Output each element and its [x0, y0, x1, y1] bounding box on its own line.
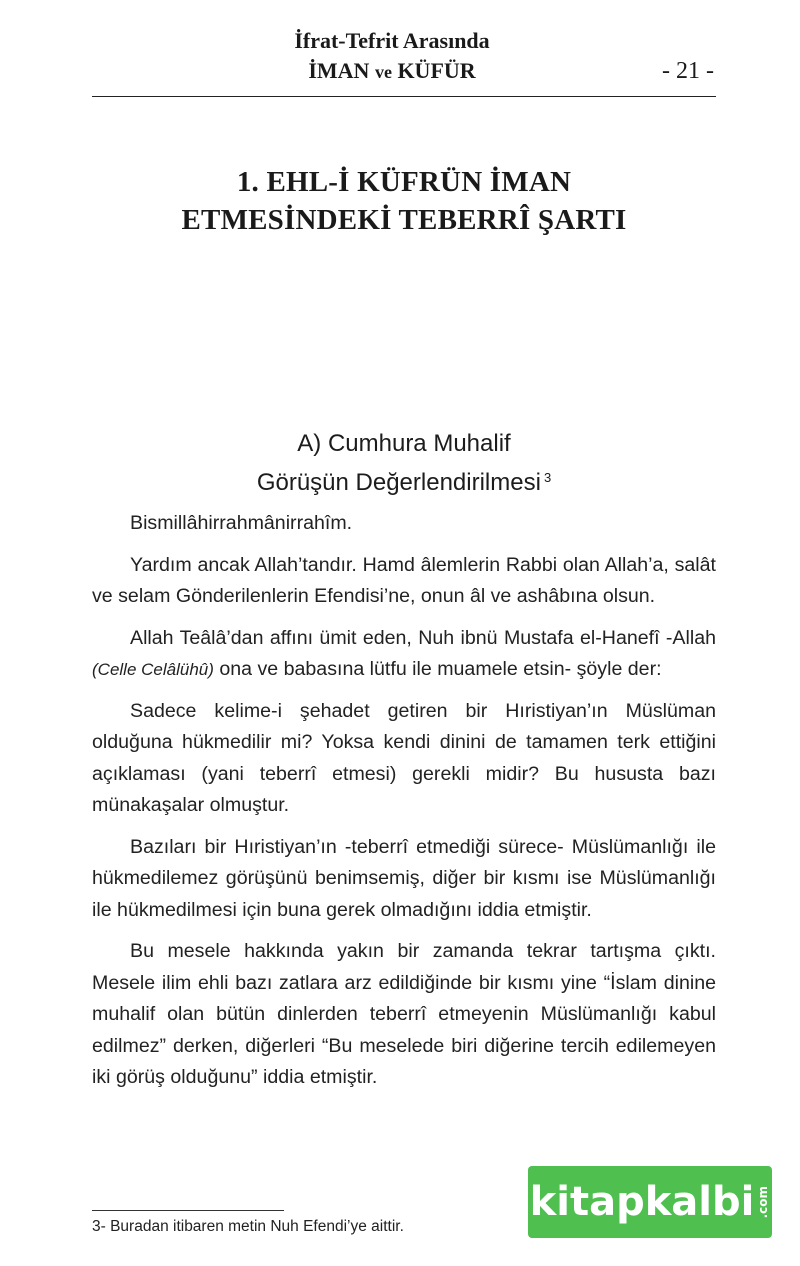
page-number: - 21 - [662, 58, 714, 84]
paragraph-opinions: Bazıları bir Hıristiyan’ın -teberrî etmediği sürece- Müslümanlığı ile hükmedilemez görüşünü benimsemiş, diğer bir kısmı ise Müslümanlığı ile hükmedilmesi için buna gerek olmadığını iddia etmiştir. [92, 835, 716, 921]
chapter-title-line2: ETMESİNDEKİ TEBERRÎ ŞARTI [181, 204, 627, 236]
book-title-line1: İfrat-Tefrit Arasında [294, 28, 490, 53]
paragraph-author-part1: Allah Teâlâ’dan affını ümit eden, Nuh ibnü Mustafa el-Hanefî -Allah [130, 626, 716, 649]
footnote-reference: 3 [543, 470, 552, 485]
paragraph-author [92, 623, 716, 686]
watermark-text: kitapkalbi [529, 1179, 755, 1225]
book-title-iman: İMAN [308, 58, 370, 83]
book-title-kufur: KÜFÜR [397, 58, 476, 83]
paragraph-praise: Yardım ancak Allah’tandır. Hamd âlemlerin Rabbi olan Allah’a, salât ve selam Gönderilenlerin Efendisi’ne, onun âl ve ashâbına olsun. [92, 553, 716, 607]
footnote-divider [92, 1210, 284, 1211]
body-text [92, 508, 716, 1104]
watermark-suffix: .com [756, 1185, 771, 1219]
chapter-title [92, 163, 716, 239]
book-title-ve: ve [374, 62, 392, 82]
section-title [92, 427, 716, 500]
section-title-line2 [92, 461, 716, 500]
paragraph-author-part2: ona ve babasına lütfu ile muamele etsin- şöyle der: [219, 658, 662, 680]
section-title-line1: A) Cumhura Muhalif [297, 430, 511, 457]
footnote: 3- Buradan itibaren metin Nuh Efendi’ye aittir. [92, 1218, 404, 1235]
book-title [262, 26, 522, 87]
book-title-line2 [262, 56, 522, 87]
paragraph-discussion: Bu mesele hakkında yakın bir zamanda tekrar tartışma çıktı. Mesele ilim ehli bazı zatlara arz edildiğinde bir kısmı yine “İslam dinine muhalif olan bütün dinlerden teberrî etmeyenin Müslümanlığı kabul edilmez” derken, diğerleri “Bu meselede biri diğerine tercih edilemeyen iki görüş olduğunu” iddia etmiştir. [92, 940, 716, 1088]
chapter-title-line1: 1. EHL-İ KÜFRÜN İMAN [236, 166, 572, 198]
watermark-logo [528, 1166, 772, 1238]
running-header [92, 26, 716, 98]
section-title-text: Görüşün Değerlendirilmesi [256, 469, 541, 496]
paragraph-author-italic: (Celle Celâlühû) [92, 660, 214, 679]
paragraph-question: Sadece kelime-i şehadet getiren bir Hıristiyan’ın Müslüman olduğuna hükmedilir mi? Yoksa kendi dinini de tamamen terk ettiğini açıklaması (yani teberrî etmesi) gerekli midir? Bu hususta bazı münakaşalar olmuştur. [92, 699, 716, 816]
header-divider [92, 96, 716, 97]
paragraph-basmala: Bismillâhirrahmânirrahîm. [130, 512, 353, 534]
